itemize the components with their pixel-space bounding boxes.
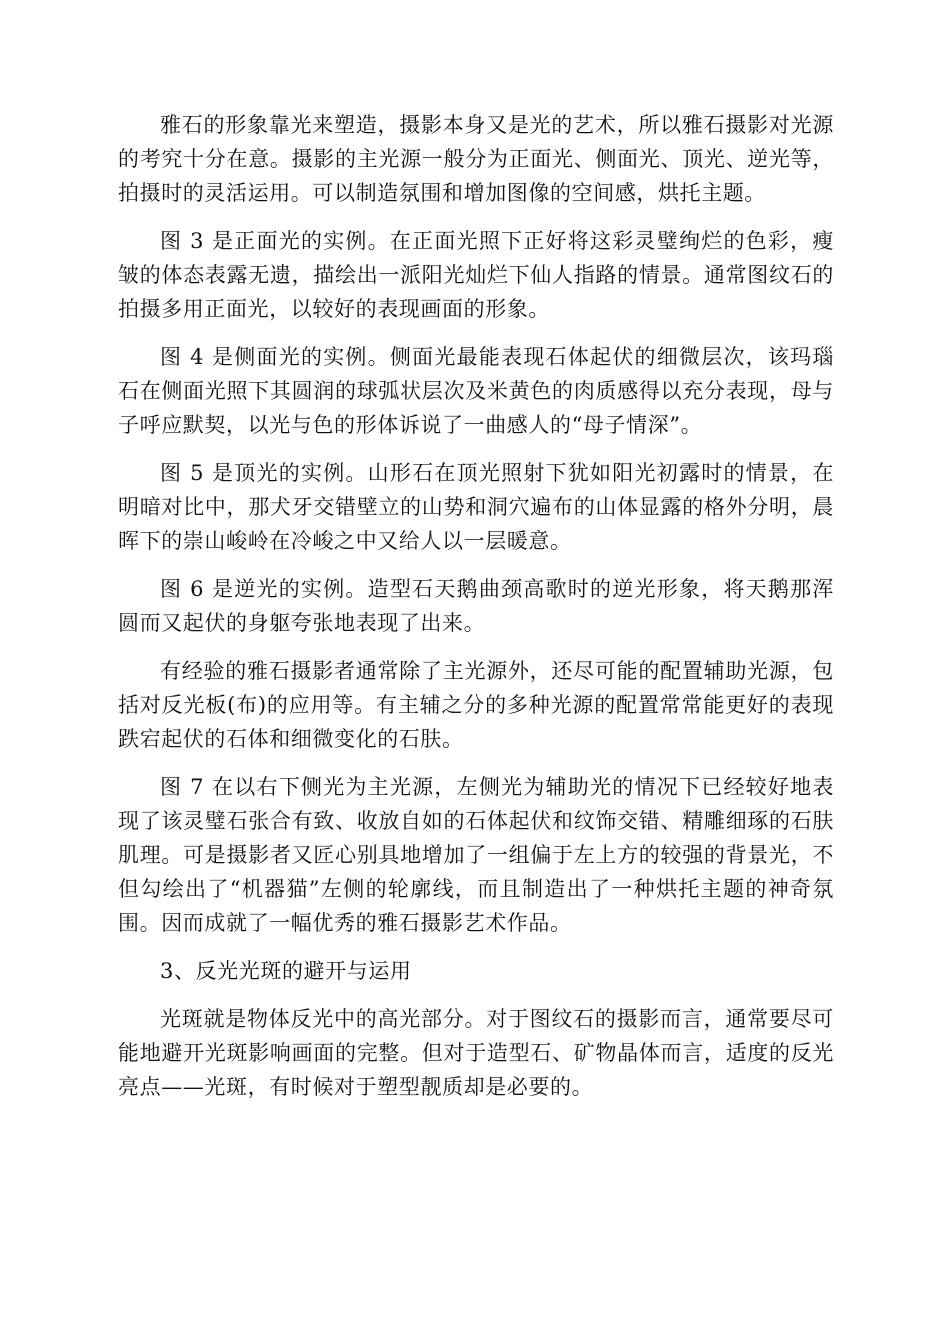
paragraph-auxiliary-light: 有经验的雅石摄影者通常除了主光源外，还尽可能的配置辅助光源，包括对反光板(布)的应用等。有主辅之分的多种光源的配置常常能更好的表现跌宕起伏的石体和细微变化的石肤。 (118, 659, 834, 751)
document-body (118, 108, 834, 1118)
paragraph-side-light: 图 4 是侧面光的实例。侧面光最能表现石体起伏的细微层次，该玛瑙石在侧面光照下其圆润的球弧状层次及米黄色的肉质感得以充分表现，母与子呼应默契，以光与色的形体诉说了一曲感人的“母子情深”。 (118, 345, 834, 437)
paragraph-back-light: 图 6 是逆光的实例。造型石天鹅曲颈高歌时的逆光形象，将天鹅那浑圆而又起伏的身躯夸张地表现了出来。 (118, 577, 834, 635)
paragraph-figure-7: 图 7 在以右下侧光为主光源，左侧光为辅助光的情况下已经较好地表现了该灵璧石张合有致、收放自如的石体起伏和纹饰交错、精雕细琢的石肤肌理。可是摄影者又匠心别具地增加了一组偏于左上方的较强的背景光，不但勾绘出了“机器猫”左侧的轮廓线，而且制造出了一种烘托主题的神奇氛围。因而成就了一幅优秀的雅石摄影艺术作品。 (118, 775, 834, 935)
section-heading-reflection: 3、反光光斑的避开与运用 (160, 959, 412, 983)
paragraph-light-spot: 光斑就是物体反光中的高光部分。对于图纹石的摄影而言，通常要尽可能地避开光斑影响画面的完整。但对于造型石、矿物晶体而言，适度的反光亮点——光斑，有时候对于塑型靓质却是必要的。 (118, 1007, 834, 1099)
paragraph-light-source-intro: 雅石的形象靠光来塑造，摄影本身又是光的艺术，所以雅石摄影对光源的考究十分在意。摄影的主光源一般分为正面光、侧面光、顶光、逆光等，拍摄时的灵活运用。可以制造氛围和增加图像的空间感，烘托主题。 (118, 113, 834, 205)
paragraph-top-light: 图 5 是顶光的实例。山形石在顶光照射下犹如阳光初露时的情景，在明暗对比中，那犬牙交错壁立的山势和洞穴遍布的山体显露的格外分明，晨晖下的崇山峻岭在冷峻之中又给人以一层暖意。 (118, 461, 834, 553)
paragraph-front-light: 图 3 是正面光的实例。在正面光照下正好将这彩灵璧绚烂的色彩，瘦皱的体态表露无遗，描绘出一派阳光灿烂下仙人指路的情景。通常图纹石的拍摄多用正面光，以较好的表现画面的形象。 (118, 229, 834, 321)
